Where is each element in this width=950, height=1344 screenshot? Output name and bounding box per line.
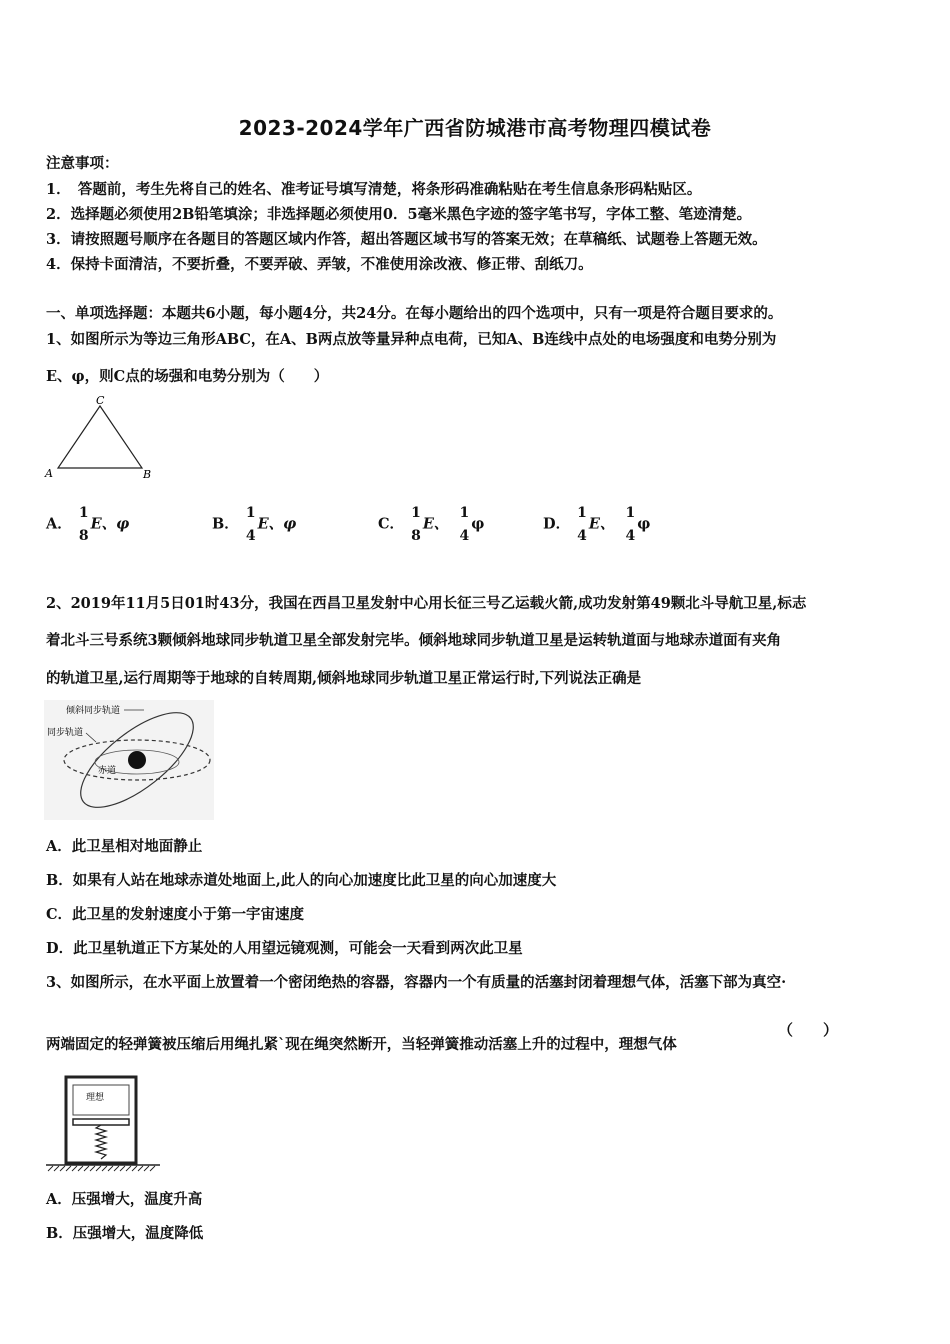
fraction: 1 4 bbox=[577, 505, 587, 544]
vertex-c-label: C bbox=[96, 394, 105, 407]
q2-stem-line2: 着北斗三号系统3颗倾斜地球同步轨道卫星全部发射完毕。倾斜地球同步轨道卫星是运转轨道面与地球赤道面有夹角 bbox=[46, 632, 782, 649]
piston bbox=[73, 1119, 129, 1125]
fraction: 1 4 bbox=[625, 505, 636, 544]
notice-item-4: 4．保持卡面清洁，不要折叠，不要弄破、弄皱，不准使用涂改液、修正带、刮纸刀。 bbox=[46, 256, 593, 273]
q2-option-d[interactable]: D．此卫星轨道正下方某处的人用望远镜观测，可能会一天看到两次此卫星 bbox=[46, 940, 523, 957]
notice-item-3: 3．请按照题号顺序在各题目的答题区域内作答，超出答题区域书写的答案无效；在草稿纸、试题卷上答题无效。 bbox=[46, 231, 767, 248]
page-title: 2023-2024学年广西省防城港市高考物理四模试卷 bbox=[238, 116, 712, 140]
vertex-a-label: A bbox=[45, 467, 53, 480]
equator-label: 赤道 bbox=[98, 766, 117, 776]
q2-stem-line3: 的轨道卫星,运行周期等于地球的自转周期,倾斜地球同步轨道卫星正常运行时,下列说法正确是 bbox=[46, 670, 642, 687]
q1-option-b[interactable]: B． 1 4 E、φ bbox=[212, 505, 297, 544]
q1-option-a[interactable]: A． 1 8 E、φ bbox=[46, 505, 130, 544]
fraction: 1 4 bbox=[459, 505, 470, 544]
q3-option-a[interactable]: A．压强增大，温度升高 bbox=[46, 1191, 203, 1208]
notice-item-1: 1． 答题前，考生先将自己的姓名、准考证号填写清楚，将条形码准确粘贴在考生信息条形码粘贴区。 bbox=[46, 181, 702, 198]
ground-hatch bbox=[48, 1166, 155, 1171]
orbit-figure bbox=[44, 700, 214, 820]
container-figure bbox=[44, 1075, 162, 1173]
q3-stem-line1: 3、如图所示，在水平面上放置着一个密闭绝热的容器，容器内一个有质量的活塞封闭着理想气体，活塞下部为真空· bbox=[46, 974, 787, 991]
section-heading: 一、单项选择题：本题共6小题，每小题4分，共24分。在每小题给出的四个选项中，只有一项是符合题目要求的。 bbox=[46, 305, 783, 322]
earth-icon bbox=[128, 751, 146, 769]
q2-option-c[interactable]: C．此卫星的发射速度小于第一宇宙速度 bbox=[46, 906, 305, 923]
gas-label: 理想 bbox=[86, 1093, 105, 1103]
triangle-abc bbox=[58, 406, 142, 468]
q1-stem-line1: 1、如图所示为等边三角形ABC，在A、B两点放等量异种点电荷，已知A、B连线中点处的电场强度和电势分别为 bbox=[46, 331, 777, 348]
q3-answer-paren: （ ） bbox=[778, 1021, 839, 1039]
q3-stem-line2: 两端固定的轻弹簧被压缩后用绳扎紧`现在绳突然断开，当轻弹簧推动活塞上升的过程中，理想气体 bbox=[46, 1036, 677, 1053]
q3-option-b[interactable]: B．压强增大，温度降低 bbox=[46, 1225, 204, 1242]
q2-option-a[interactable]: A．此卫星相对地面静止 bbox=[46, 838, 203, 855]
notice-heading: 注意事项： bbox=[46, 155, 119, 172]
q1-stem-line2: E、φ，则C点的场强和电势分别为（ ） bbox=[46, 368, 329, 385]
sync-orbit-label: 同步轨道 bbox=[47, 728, 84, 738]
q1-option-c[interactable]: C． 1 8 E、 1 4 φ bbox=[378, 505, 485, 544]
notice-item-2: 2．选择题必须使用2B铅笔填涂；非选择题必须使用0．5毫米黑色字迹的签字笔书写，字体工整、笔迹清楚。 bbox=[46, 206, 752, 223]
fraction: 1 8 bbox=[411, 505, 421, 544]
q2-stem-line1: 2、2019年11月5日01时43分，我国在西昌卫星发射中心用长征三号乙运载火箭,成功发射第49颗北斗导航卫星,标志 bbox=[46, 595, 807, 612]
vertex-b-label: B bbox=[143, 468, 152, 481]
q1-option-d[interactable]: D． 1 4 E、 1 4 φ bbox=[543, 505, 651, 544]
inclined-orbit-label: 倾斜同步轨道 bbox=[66, 706, 121, 716]
q2-option-b[interactable]: B．如果有人站在地球赤道处地面上,此人的向心加速度比此卫星的向心加速度大 bbox=[46, 872, 557, 889]
triangle-figure bbox=[44, 394, 164, 486]
fraction: 1 4 bbox=[245, 505, 256, 544]
fraction: 1 8 bbox=[78, 505, 89, 544]
